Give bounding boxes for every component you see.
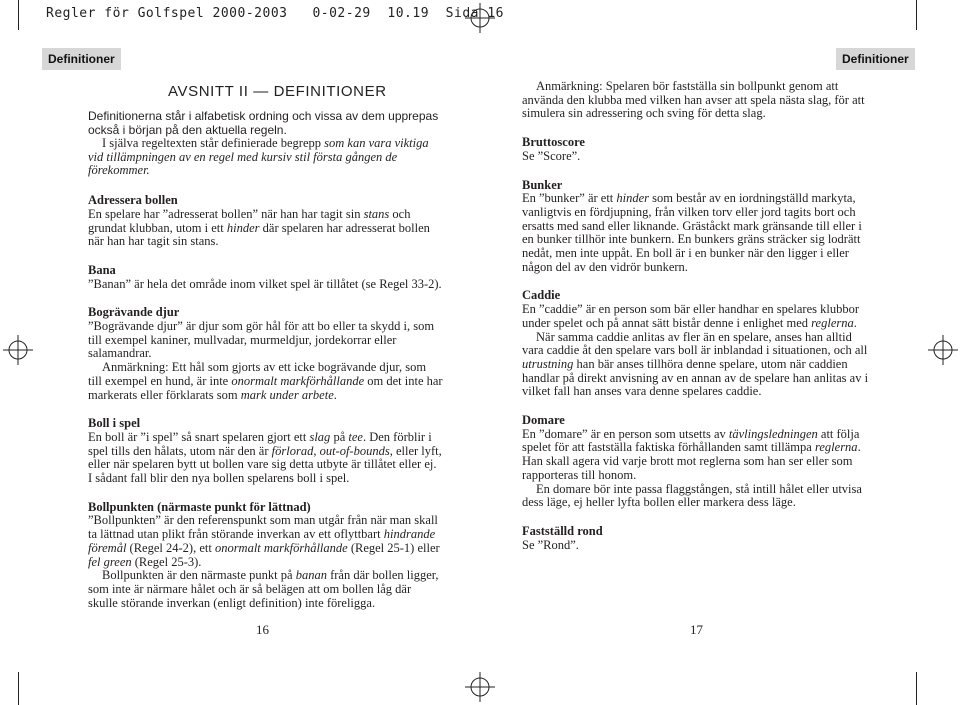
definition-bana: ”Banan” är hela det område inom vilket spel är tillåtet (se Regel 33-2). — [88, 276, 442, 291]
term-bunker: Bunker — [522, 177, 563, 192]
definition-bunker: En ”bunker” är ett hinder som består av en iordningställd markyta, vanligtvis en fördjupning, från vilken torv eller jord tagits bort och ersatts med sand eller liknande. Gräståckt mark gränsande till eller i en bunker tillhör inte bunkern. En bunkers gräns sträcker sig lodrätt nedåt, men inte uppåt. En boll är i en bunker när den ligger i eller någon del av den vidrör bunkern. — [522, 191, 862, 274]
definition-boll-i-spel: En boll är ”i spel” så snart spelaren gjort ett slag på tee. Den förblir i spel tills den hålats, utom när den är förlorad, out-of-bounds, eller lyft, eller när spelaren bytt ut bollen vare sig detta utbyte är tillåtet eller ej. I sådant fall blir den nya bollen spelarens boll i spel. — [88, 429, 442, 486]
registration-mark-icon — [3, 335, 33, 365]
page-number-left: 16 — [256, 622, 269, 637]
definition-faststalld-rond: Se ”Rond”. — [522, 537, 579, 552]
left-column — [88, 110, 443, 610]
definition-bogravande-djur: ”Bogrävande djur” är djur som gör hål för att bo eller ta skydd i, som till exempel kaniner, mullvadar, murmeldjur, jordekorrar eller salamandrar. — [88, 319, 435, 361]
term-bruttoscore: Bruttoscore — [522, 135, 585, 150]
registration-mark-icon — [465, 672, 495, 702]
definition-bruttoscore: Se ”Score”. — [522, 148, 581, 163]
right-column — [522, 80, 874, 552]
term-faststalld-rond: Fastställd rond — [522, 523, 603, 538]
term-domare: Domare — [522, 413, 565, 428]
paragraph-bollpunkten: Bollpunkten är den närmaste punkt på banan från där bollen ligger, som inte är närmare hålet och är så belägen att om bollen låg där skulle störande inverkan (enligt definition) inte föreligga. — [88, 568, 439, 610]
crop-line — [18, 0, 19, 30]
definition-bollpunkten: ”Bollpunkten” är den referenspunkt som man utgår från när man skall ta lättnad utan plikt från störande inverkan av ett oflyttbart hindrande föremål (Regel 24-2), ett onormalt markförhållande (Regel 25-1) eller fel green (Regel 25-3). — [88, 513, 440, 569]
definition-caddie: En ”caddie” är en person som bär eller handhar en spelares klubbor under spelet och på annat sätt bistår denne i enlighet med reglerna. — [522, 302, 860, 330]
term-bogravande-djur: Bogrävande djur — [88, 305, 180, 320]
tab-definitioner-left: Definitioner — [42, 48, 121, 70]
paragraph-caddie: När samma caddie anlitas av fler än en spelare, anses han alltid vara caddie åt den spelare vars boll är inblandad i situationen, och all utrustning han bär anses tillhöra denne spelare, utom när caddien handlar på direkt anvisning av en annan av de spelare han anlitas av i vilket fall han anses vara denne spelares caddie. — [522, 329, 869, 399]
intro-italic-paragraph: I själva regeltexten står definierade begrepp som kan vara viktiga vid tillämpningen av en regel med kursiv stil första gången de förekommer. — [88, 136, 429, 178]
note-bogravande-djur: Anmärkning: Ett hål som gjorts av ett icke bogrävande djur, som till exempel en hund, är inte onormalt markförhållande om det inte har markerats eller förklarats som mark under arbete. — [88, 360, 443, 402]
definition-adressera-bollen: En spelare har ”adresserat bollen” när han har tagit sin stans och grundat klubban, utom i ett hinder där spelaren har adresserat bollen när han har tagit sin stans. — [88, 206, 430, 249]
crop-line — [916, 0, 917, 30]
definition-domare: En ”domare” är en person som utsetts av tävlingsledningen att följa spelet för att fastställa faktiska förhållanden samt tillämpa reglerna. Han skall agera vid varje brott mot reglerna som han ser eller som rapporteras till honom. — [522, 426, 861, 482]
paragraph-domare: En domare bör inte passa flaggstången, stå intill hålet eller utvisa dess läge, ej heller lyfta bollen eller markera dess läge. — [522, 481, 862, 510]
term-bana: Bana — [88, 262, 116, 277]
crop-line — [916, 672, 917, 705]
term-caddie: Caddie — [522, 288, 561, 303]
section-title: AVSNITT II — DEFINITIONER — [168, 83, 387, 100]
term-boll-i-spel: Boll i spel — [88, 416, 141, 431]
note-bollpunkten: Anmärkning: Spelaren bör fastställa sin bollpunkt genom att använda den klubba med vilken han avser att spela nästa slag, för att simulera sin adressering och sving för detta slag. — [522, 79, 865, 121]
term-bollpunkten: Bollpunkten (närmaste punkt för lättnad) — [88, 499, 311, 514]
term-adressera-bollen: Adressera bollen — [88, 193, 178, 208]
page-number-right: 17 — [690, 622, 703, 637]
crop-line — [18, 672, 19, 705]
tab-definitioner-right: Definitioner — [836, 48, 915, 70]
intro-paragraph: Definitionerna står i alfabetisk ordning och vissa av dem upprepas också i början på den aktuella regeln. — [88, 109, 439, 137]
registration-mark-icon — [928, 335, 958, 365]
running-head: Regler för Golfspel 2000-2003 0-02-29 10.19 Sida 16 — [46, 6, 504, 21]
